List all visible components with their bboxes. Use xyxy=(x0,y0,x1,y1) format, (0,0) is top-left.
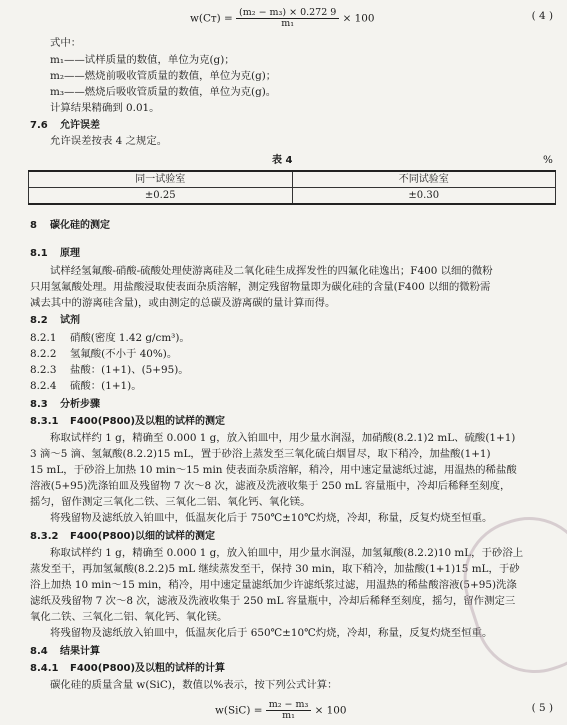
procedure-8-3-2-line: 将残留物及滤纸放入铂皿中，低温灰化后于 650℃±10℃灼烧，冷却，称量，反复灼烧至恒重。 xyxy=(50,627,493,639)
table-header-cell: 同一试验室 xyxy=(29,171,293,188)
section-8-4-1-heading xyxy=(30,661,225,676)
reagent-text: 硝酸(密度 1.42 g/cm³)。 xyxy=(70,332,190,344)
formula-5-number: ( 5 ) xyxy=(531,702,553,714)
where-item-m1: m₁——试样质量的数值，单位为克(g)； xyxy=(50,54,235,66)
section-number: 8.3 xyxy=(30,399,48,410)
section-title: F400(P800)及以粗的试样的测定 xyxy=(70,416,226,427)
reagent-item xyxy=(30,379,142,394)
section-title: 碳化硅的测定 xyxy=(50,220,110,231)
section-number: 7.6 xyxy=(30,120,48,131)
section-8-2-heading xyxy=(30,313,80,328)
procedure-8-3-2-line: 称取试样约 1 g，精确至 0.000 1 g，放入铂皿中，用少量水润湿，加氢氟酸(8.2.2)10 mL，于砂浴上 xyxy=(50,547,524,559)
reagent-item xyxy=(30,347,177,362)
procedure-8-3-1-line: 将残留物及滤纸放入铂皿中，低温灰化后于 750℃±10℃灼烧，冷却，称量，反复灼烧至恒重。 xyxy=(50,512,493,524)
formula-5-lhs: w(SiC) = xyxy=(215,704,263,717)
formula-4-fraction xyxy=(236,8,339,29)
table-4-unit: % xyxy=(543,154,553,166)
section-8-heading xyxy=(30,218,110,233)
section-8-1-heading xyxy=(30,246,80,261)
formula-4-number: ( 4 ) xyxy=(531,10,553,22)
principle-line-3: 减去其中的游离硅含量)，或由测定的总碳及游离碳的量计算而得。 xyxy=(30,297,336,309)
principle-line-1: 试样经氢氟酸-硝酸-硫酸处理使游离硅及二氧化硅生成挥发性的四氟化硅逸出；F400 以细的微粉 xyxy=(50,265,493,277)
reagent-text: 氢氟酸(不小于 40%)。 xyxy=(70,348,178,360)
table-cell: ±0.30 xyxy=(292,188,556,205)
section-title: 结果计算 xyxy=(60,646,100,657)
formula-4-expression xyxy=(190,8,375,29)
table-header-row xyxy=(29,171,556,188)
where-label: 式中： xyxy=(50,37,82,49)
watermark-stamp xyxy=(448,501,567,688)
formula-5-rhs: × 100 xyxy=(314,704,347,717)
section-7-6-heading xyxy=(30,118,100,133)
where-item-m2: m₂——燃烧前吸收管质量的数值，单位为克(g)； xyxy=(50,70,277,82)
procedure-8-3-1-line: 溶液(5+95)洗涤铂皿及残留物 7 次～8 次，滤液及洗液收集于 250 mL 容量瓶中，冷却后稀释至刻度， xyxy=(30,480,511,492)
reagent-text: 盐酸：(1+1)、(5+95)。 xyxy=(70,364,189,376)
procedure-8-3-2-line: 氧化二铁、三氧化二铝、氧化钙、氧化镁。 xyxy=(30,611,228,623)
section-number: 8 xyxy=(30,220,37,231)
section-8-3-heading xyxy=(30,397,100,412)
formula-5-denominator: m₁ xyxy=(282,710,295,721)
table-row xyxy=(29,188,556,205)
table-cell: ±0.25 xyxy=(29,188,293,205)
formula-5 xyxy=(0,698,567,720)
formula-4 xyxy=(0,6,567,28)
procedure-8-3-2-line: 浴上加热 10 min～15 min，稍冷，用中速定量滤纸加少许滤纸浆过滤，用温热的稀盐酸溶液(5+95)洗涤 xyxy=(30,579,517,591)
section-title: 允许误差 xyxy=(60,120,100,131)
procedure-8-3-1-line: 称取试样约 1 g，精确至 0.000 1 g，放入铂皿中，用少量水润湿，加硝酸(8.2.1)2 mL、硫酸(1+1) xyxy=(50,432,516,444)
procedure-8-3-1-line: 摇匀，留作测定三氧化二铁、三氧化二铝、氧化钙、氧化镁。 xyxy=(30,496,311,508)
reagent-item xyxy=(30,331,190,346)
procedure-8-3-2-line: 蒸发至干，再加氢氟酸(8.2.2)5 mL 继续蒸发至干，保持 30 min，取下稍冷，加盐酸(1+1)15 mL，于砂 xyxy=(30,563,520,575)
where-item-m3: m₃——燃烧后吸收管质量的数值，单位为克(g)。 xyxy=(50,86,277,98)
formula-4-rhs: × 100 xyxy=(342,12,375,25)
section-title: 分析步骤 xyxy=(60,399,100,410)
principle-line-2: 只用氢氟酸处理。用盐酸浸取使表面杂质溶解，测定残留物量即为碳化硅的含量(F400 以细的微粉需 xyxy=(30,281,491,293)
precision-note: 计算结果精确到 0.01。 xyxy=(50,102,160,114)
table-header-cell: 不同试验室 xyxy=(292,171,556,188)
section-number: 8.4 xyxy=(30,646,48,657)
table-4 xyxy=(28,170,556,205)
formula-5-fraction xyxy=(266,700,312,721)
procedure-8-3-1-line: 15 mL，于砂浴上加热 10 min～15 min 使表面杂质溶解，稍冷，用中速定量滤纸过滤，用温热的稀盐酸 xyxy=(30,464,517,476)
section-8-3-2-heading xyxy=(30,529,215,544)
section-number: 8.3.1 xyxy=(30,416,59,427)
formula-5-numerator: m₂ − m₃ xyxy=(266,700,312,711)
formula-5-expression xyxy=(215,700,347,721)
formula-4-numerator: (m₂ − m₃) × 0.272 9 xyxy=(236,8,339,19)
procedure-8-3-1-line: 3 滴～5 滴、氢氟酸(8.2.2)15 mL，置于砂浴上蒸发至三氧化硫白烟冒尽，取下稍冷，加盐酸(1+1) xyxy=(30,448,491,460)
formula-4-lhs: w(Cт) = xyxy=(190,12,233,25)
section-8-4-heading xyxy=(30,644,100,659)
formula-4-denominator: m₁ xyxy=(281,18,295,29)
reagent-number: 8.2.2 xyxy=(30,348,57,360)
section-number: 8.3.2 xyxy=(30,531,59,542)
section-title: F400(P800)以细的试样的测定 xyxy=(70,531,216,542)
table-4-caption: 表 4 xyxy=(272,155,293,166)
section-8-3-1-heading xyxy=(30,414,225,429)
section-number: 8.1 xyxy=(30,248,48,259)
section-title: 试剂 xyxy=(60,315,80,326)
section-title: 原理 xyxy=(60,248,80,259)
reagent-item xyxy=(30,363,189,378)
procedure-8-3-2-line: 滤纸及残留物 7 次～8 次，滤液及洗液收集于 250 mL 容量瓶中，冷却后稀释至刻度，摇匀，留作测定三 xyxy=(30,595,516,607)
reagent-text: 硫酸：(1+1)。 xyxy=(70,380,142,392)
section-number: 8.2 xyxy=(30,315,48,326)
section-8-4-1-text: 碳化硅的质量含量 w(SiC)，数值以%表示，按下列公式计算： xyxy=(50,679,338,691)
reagent-number: 8.2.3 xyxy=(30,364,57,376)
section-7-6-text: 允许误差按表 4 之规定。 xyxy=(50,135,168,147)
reagent-number: 8.2.1 xyxy=(30,332,57,344)
reagent-number: 8.2.4 xyxy=(30,380,57,392)
section-title: F400(P800)及以粗的试样的计算 xyxy=(70,663,226,674)
section-number: 8.4.1 xyxy=(30,663,59,674)
